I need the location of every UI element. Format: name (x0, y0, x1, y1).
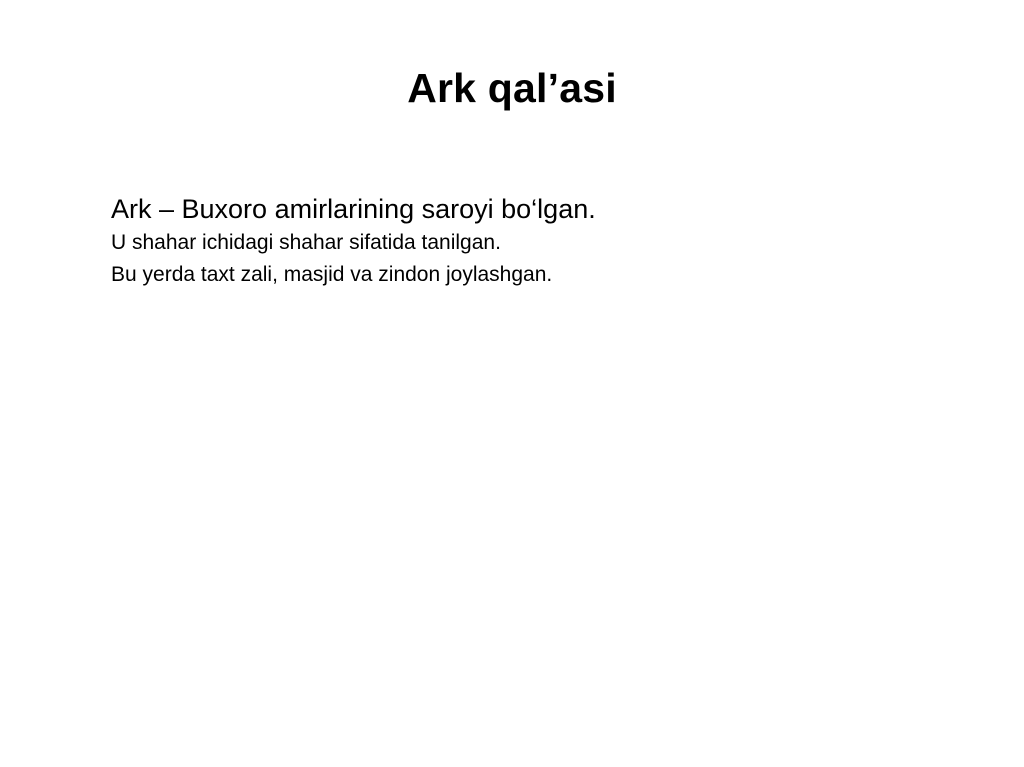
slide-body (111, 192, 931, 291)
body-line: Bu yerda taxt zali, masjid va zindon joylashgan. (111, 263, 553, 286)
slide-title: Ark qal’asi (407, 65, 617, 111)
body-line: U shahar ichidagi shahar sifatida tanilgan. (111, 231, 501, 254)
body-line: Ark – Buxoro amirlarining saroyi bo‘lgan. (111, 194, 596, 224)
